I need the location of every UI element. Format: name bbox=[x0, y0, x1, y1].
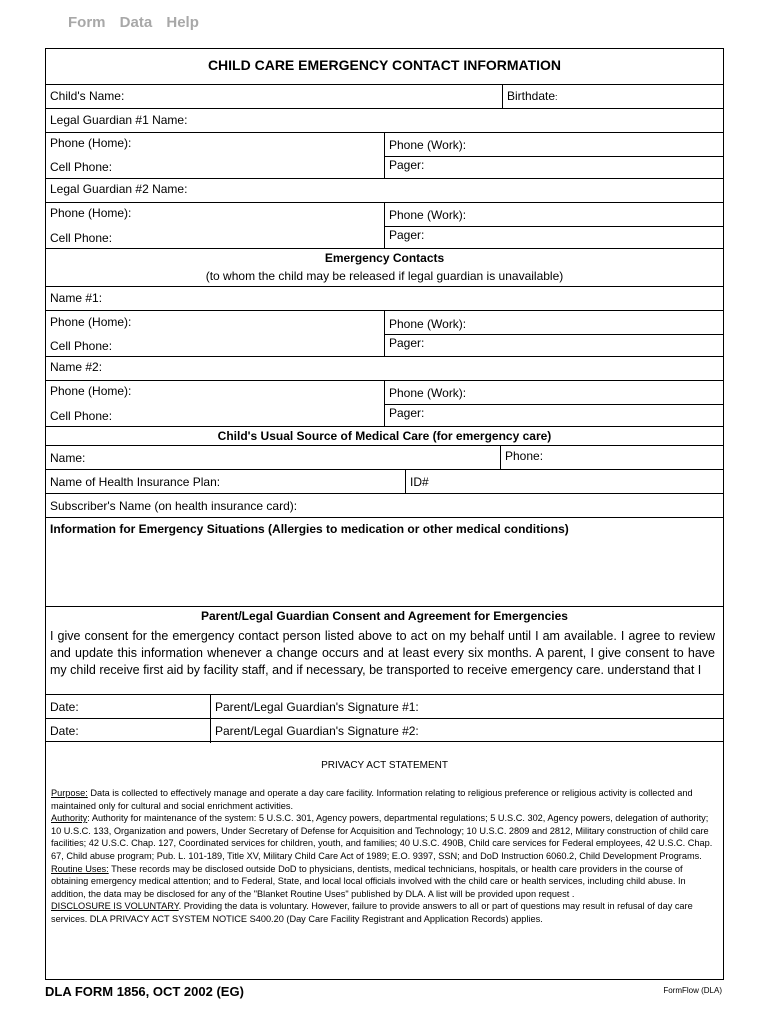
form-title: CHILD CARE EMERGENCY CONTACT INFORMATION bbox=[207, 57, 562, 73]
subscriber-name-label: Subscriber's Name (on health insurance card): bbox=[50, 499, 298, 513]
guardian1-name-field[interactable] bbox=[46, 108, 723, 132]
medical-care-header bbox=[46, 426, 723, 445]
menu-data[interactable]: Data bbox=[119, 14, 153, 31]
privacy-statement bbox=[51, 787, 717, 926]
signature2-row bbox=[46, 718, 723, 742]
guardian2-phone-work[interactable]: Phone (Work): bbox=[389, 208, 467, 222]
menu-bar bbox=[68, 14, 209, 31]
contact1-name-label: Name #1: bbox=[50, 291, 103, 305]
contact1-phones bbox=[46, 310, 723, 356]
guardian2-phone-home[interactable]: Phone (Home): bbox=[50, 206, 132, 220]
medical-phone-field[interactable]: Phone: bbox=[505, 449, 544, 463]
contact1-cell-phone[interactable]: Cell Phone: bbox=[50, 339, 113, 353]
privacy-purpose: Purpose: Data is collected to effectively manage and operate a day care facility. Information relating to religious preference or religious activity is collected and maintained only for cultural and social enrichment activities. bbox=[51, 788, 693, 811]
guardian1-name-label: Legal Guardian #1 Name: bbox=[50, 113, 188, 127]
emergency-title: Emergency Contacts bbox=[324, 251, 445, 265]
contact2-phone-work[interactable]: Phone (Work): bbox=[389, 386, 467, 400]
divider bbox=[384, 156, 723, 157]
divider bbox=[405, 470, 406, 494]
privacy-authority: Authority: Authority for maintenance of the system: 5 U.S.C. 301, Agency powers, departmental regulations; 5 U.S.C. 302, Agency powers, delegation of authority; 10 U.S.C. 133, Organization and powers, Under Secretary of Defense for Acquisition and Technology; 10 U.S.C. 2809 and 2812, Military construction of child care facilities; 42 U.S.C. Chap. 127, Coordinated services for children, youth, and families; 40 U.S.C. 490B, Child care services for Federal employees, 42 U.S.C. Chap. 67, Child abuse program; Pub. L. 101-189, Title XV, Military Child Care Act of 1989; E.O. 9397, SSN; and DoD Instruction 6060.2, Child Development Programs. bbox=[51, 813, 713, 861]
formflow-label: FormFlow (DLA) bbox=[663, 986, 722, 995]
divider bbox=[384, 334, 723, 335]
contact1-name-field[interactable] bbox=[46, 286, 723, 310]
divider bbox=[502, 85, 503, 109]
date2-field[interactable]: Date: bbox=[50, 724, 79, 738]
date1-field[interactable]: Date: bbox=[50, 700, 79, 714]
guardian2-name-label: Legal Guardian #2 Name: bbox=[50, 182, 188, 196]
form-container bbox=[45, 48, 724, 980]
guardian1-phone-home[interactable]: Phone (Home): bbox=[50, 136, 132, 150]
guardian1-phones bbox=[46, 132, 723, 178]
birthdate-label: Birthdate: bbox=[507, 89, 558, 103]
emergency-info-field[interactable] bbox=[46, 517, 723, 606]
contact2-name-label: Name #2: bbox=[50, 360, 103, 374]
guardian1-phone-work[interactable]: Phone (Work): bbox=[389, 138, 467, 152]
insurance-plan-field[interactable]: Name of Health Insurance Plan: bbox=[50, 475, 221, 489]
medical-name-row bbox=[46, 445, 723, 469]
signature1-row bbox=[46, 694, 723, 718]
menu-form[interactable]: Form bbox=[68, 14, 106, 31]
privacy-disclosure: DISCLOSURE IS VOLUNTARY. Providing the data is voluntary. However, failure to provide answers to all or part of questions may result in refusal of day care services. DLA PRIVACY ACT SYSTEM NOTICE S400.20 (Day Care Facility Registrant and Application Records) applies. bbox=[51, 901, 693, 924]
guardian1-pager[interactable]: Pager: bbox=[389, 158, 425, 172]
contact1-phone-home[interactable]: Phone (Home): bbox=[50, 315, 132, 329]
contact2-cell-phone[interactable]: Cell Phone: bbox=[50, 409, 113, 423]
contact2-pager[interactable]: Pager: bbox=[389, 406, 425, 420]
signature2-field[interactable]: Parent/Legal Guardian's Signature #2: bbox=[215, 724, 419, 738]
signature1-field[interactable]: Parent/Legal Guardian's Signature #1: bbox=[215, 700, 419, 714]
medical-title: Child's Usual Source of Medical Care (for emergency care) bbox=[217, 429, 552, 443]
consent-text: I give consent for the emergency contact person listed above to act on my behalf until I am available. I agree to review and update this information whenever a change occurs and at least every six months. A parent, I give consent to have my child receive first aid by facility staff, and if necessary, be transported to receive emergency care. understand that I bbox=[50, 629, 715, 677]
guardian2-cell-phone[interactable]: Cell Phone: bbox=[50, 231, 113, 245]
divider bbox=[384, 226, 723, 227]
emergency-subtitle: (to whom the child may be released if legal guardian is unavailable) bbox=[205, 269, 564, 283]
guardian2-phones bbox=[46, 202, 723, 248]
contact1-pager[interactable]: Pager: bbox=[389, 336, 425, 350]
insurance-row bbox=[46, 469, 723, 493]
form-number: DLA FORM 1856, OCT 2002 (EG) bbox=[45, 984, 244, 999]
subscriber-name-field[interactable] bbox=[46, 493, 723, 517]
divider bbox=[500, 446, 501, 470]
emergency-info-label: Information for Emergency Situations (Allergies to medication or other medical conditions) bbox=[50, 522, 569, 536]
guardian1-cell-phone[interactable]: Cell Phone: bbox=[50, 160, 113, 174]
childs-name-field[interactable] bbox=[46, 84, 723, 108]
privacy-routine-uses: Routine Uses: These records may be disclosed outside DoD to physicians, dentists, medical technicians, hospitals, or health care providers in the course of obtaining emergency medical attention; and to Federal, State, and local local officials involved with the child care or health services, including child abuse. In addition, the data may be disclosed for any of the "Blanket Routine Uses" published by DLA. A list will be provided upon request . bbox=[51, 863, 686, 899]
guardian2-pager[interactable]: Pager: bbox=[389, 228, 425, 242]
contact2-phone-home[interactable]: Phone (Home): bbox=[50, 384, 132, 398]
contact2-name-field[interactable] bbox=[46, 356, 723, 380]
divider bbox=[384, 404, 723, 405]
consent-title: Parent/Legal Guardian Consent and Agreement for Emergencies bbox=[201, 609, 568, 623]
contact1-phone-work[interactable]: Phone (Work): bbox=[389, 317, 467, 331]
contact2-phones bbox=[46, 380, 723, 426]
insurance-id-field[interactable]: ID# bbox=[410, 475, 429, 489]
consent-header bbox=[46, 606, 723, 625]
menu-help[interactable]: Help bbox=[166, 14, 199, 31]
guardian2-name-field[interactable] bbox=[46, 178, 723, 202]
medical-name-field[interactable]: Name: bbox=[50, 451, 86, 465]
childs-name-label: Child's Name: bbox=[50, 89, 125, 103]
privacy-title: PRIVACY ACT STATEMENT bbox=[321, 760, 448, 771]
emergency-contacts-header bbox=[46, 248, 723, 286]
